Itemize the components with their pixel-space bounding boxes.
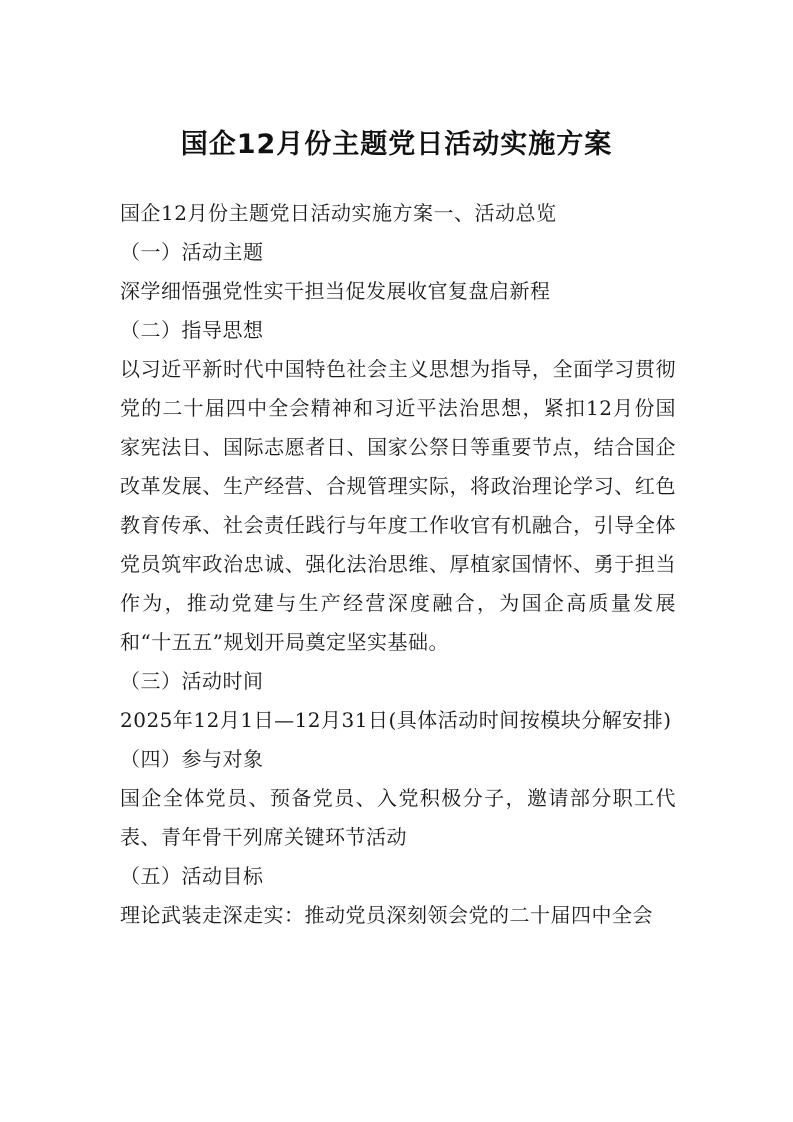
- guiding-thought-paragraph: 以习近平新时代中国特色社会主义思想为指导，全面学习贯彻党的二十届四中全会精神和习近平法治思想，紧扣12月份国家宪法日、国际志愿者日、国家公祭日等重要节点，结合国企改革发展、生产经营、合规管理实际，将政治理论学习、红色教育传承、社会责任践行与年度工作收官有机融合，引导全体党员筑牢政治忠诚、强化法治思维、厚植家国情怀、勇于担当作为，推动党建与生产经营深度融合，为国企高质量发展和“十五五”规划开局奠定坚实基础。: [120, 357, 676, 654]
- participants-paragraph: 国企全体党员、预备党员、入党积极分子，邀请部分职工代表、青年骨干列席关键环节活动: [120, 786, 676, 849]
- section-heading-theme: （一）活动主题: [120, 240, 264, 264]
- section-heading-time: （三）活动时间: [120, 669, 264, 693]
- theme-text: 深学细悟强党性实干担当促发展收官复盘启新程: [120, 279, 551, 303]
- section-heading-participants: （四）参与对象: [120, 747, 264, 771]
- document-title: 国企12月份主题党日活动实施方案: [180, 129, 613, 160]
- document-body: [120, 194, 676, 935]
- intro-line: 国企12月份主题党日活动实施方案一、活动总览: [120, 201, 557, 225]
- time-paragraph: 2025年12月1日—12月31日(具体活动时间按模块分解安排): [120, 708, 672, 732]
- section-heading-goals: （五）活动目标: [120, 864, 264, 888]
- section-heading-guiding-thought: （二）指导思想: [120, 318, 264, 342]
- goals-first-line: 理论武装走深走实：推动党员深刻领会党的二十届四中全会: [120, 903, 653, 927]
